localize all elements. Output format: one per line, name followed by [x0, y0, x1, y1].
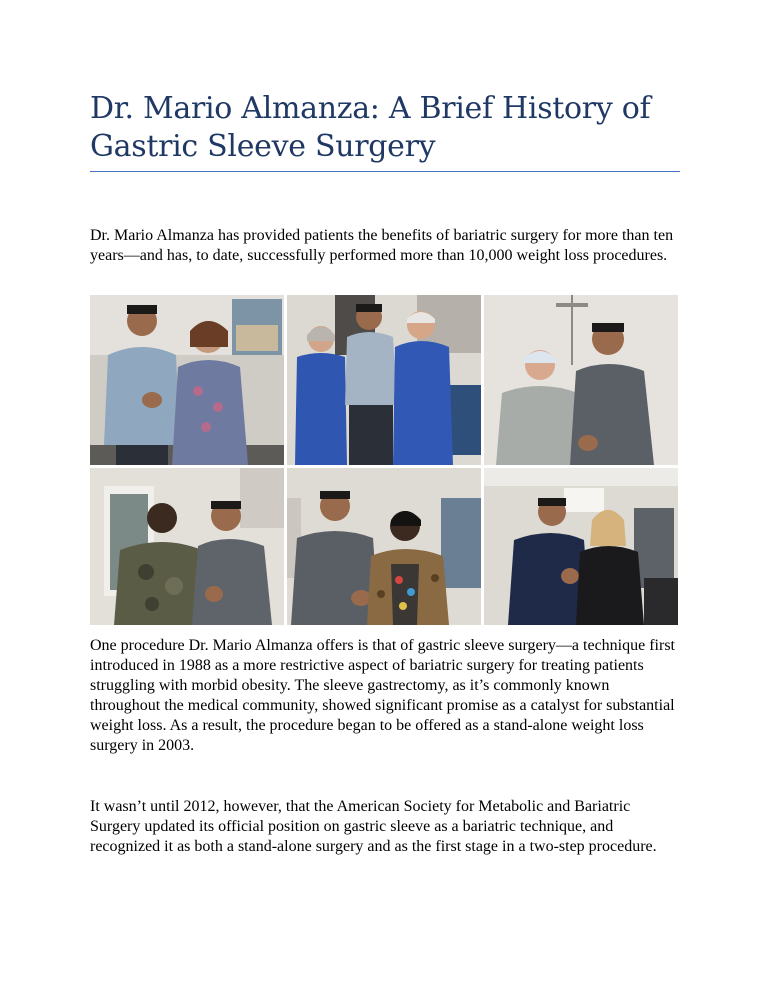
photo-doctor-with-patient-3 [484, 295, 678, 465]
procedure-paragraph: One procedure Dr. Mario Almanza offers is that of gastric sleeve surgery—a technique first introduced in 1988 as a more restrictive aspect of bariatric surgery for treating patients struggling with morbid obesity. The sleeve gastrectomy, as it’s commonly known throughout the medical community, showed significant promise as a catalyst for substantial weight loss. As a result, the procedure began to be offered as a stand-alone weight loss surgery in 2003. [90, 637, 675, 754]
photo-doctor-with-patients-2 [287, 295, 481, 465]
photo-doctor-with-patient-6 [484, 468, 678, 625]
photo-doctor-with-patient-4 [90, 468, 284, 625]
intro-paragraph: Dr. Mario Almanza has provided patients the benefits of bariatric surgery for more than ten years—and has, to date, successfully performed more than 10,000 weight loss procedures. [90, 227, 674, 264]
title-line-1: Dr. Mario Almanza: A Brief History of [90, 91, 651, 126]
page-title [90, 90, 680, 166]
photo-doctor-with-patient-1 [90, 295, 284, 465]
title-underline [90, 171, 680, 172]
asmbs-paragraph: It wasn’t until 2012, however, that the American Society for Metabolic and Bariatric Surgery updated its official position on gastric sleeve as a bariatric technique, and recognized it as both a stand-alone surgery and as the first stage in a two-step procedure. [90, 798, 657, 855]
title-line-2: Gastric Sleeve Surgery [90, 129, 436, 164]
photo-doctor-with-patient-5 [287, 468, 481, 625]
photo-collage [90, 295, 678, 625]
